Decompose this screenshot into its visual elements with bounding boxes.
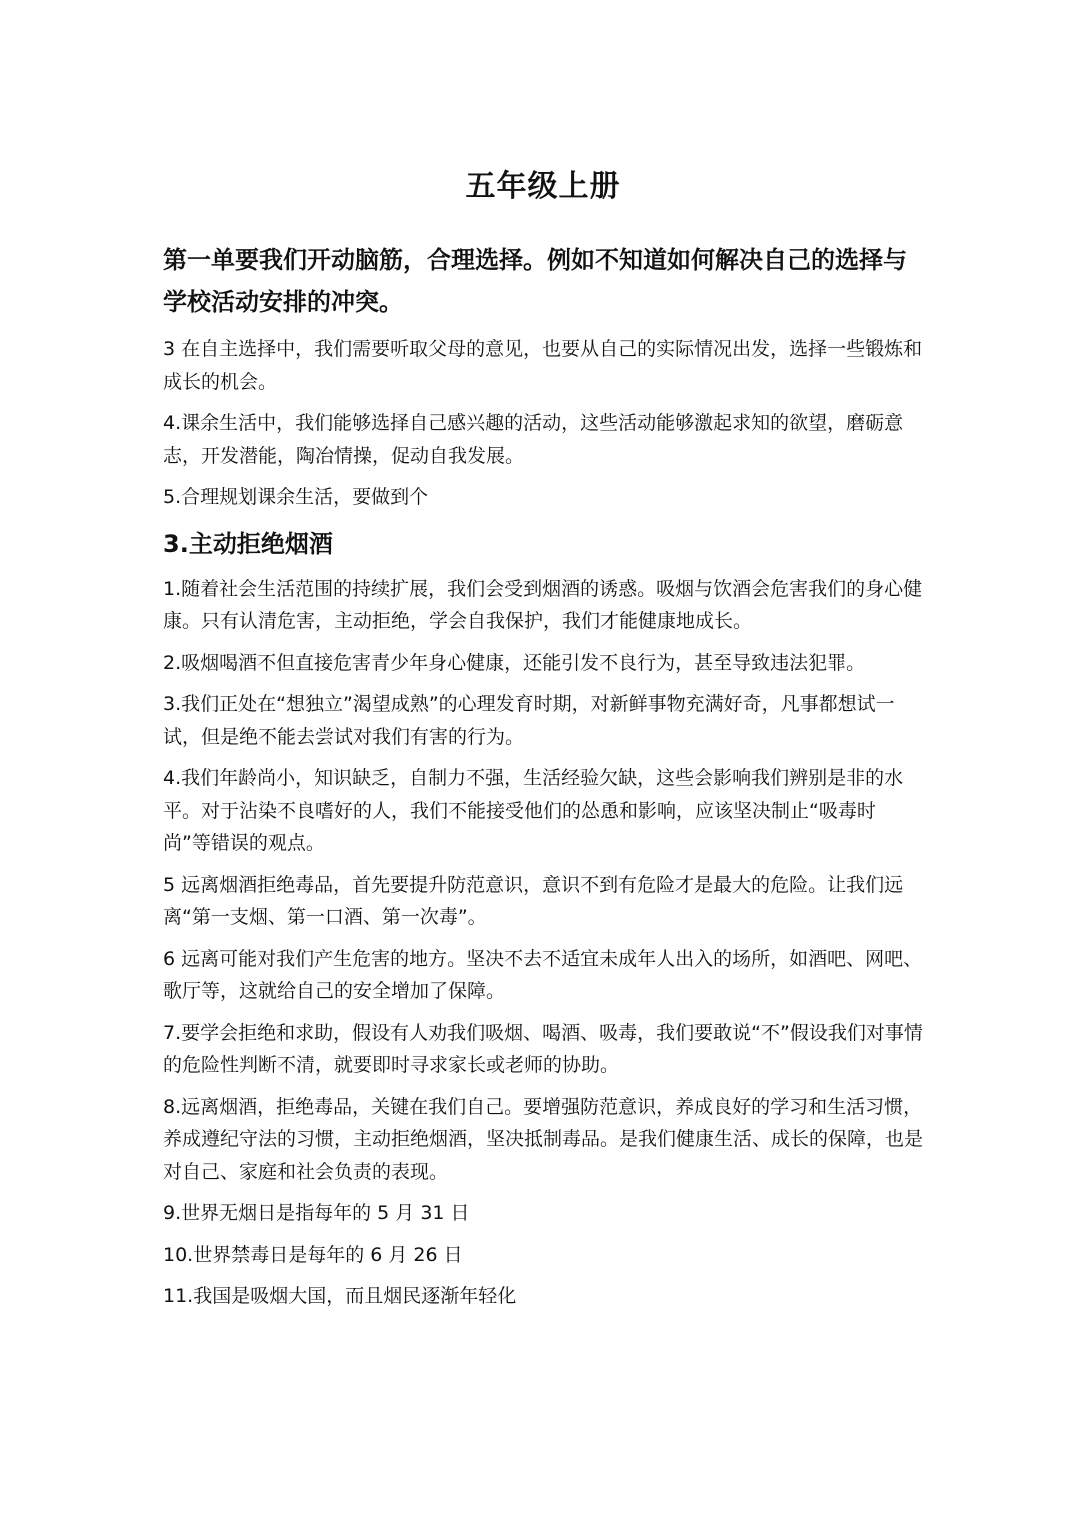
lesson-item: 8.远离烟酒，拒绝毒品，关键在我们自己。要增强防范意识，养成良好的学习和生活习惯，养成遵纪守法的习惯，主动拒绝烟酒，坚决抵制毒品。是我们健康生活、成长的保障，也是对自己、家庭和社会负责的表现。 bbox=[163, 1095, 924, 1183]
unit-item: 5.合理规划课余生活，要做到个 bbox=[163, 486, 429, 508]
lesson-item: 11.我国是吸烟大国，而且烟民逐渐年轻化 bbox=[163, 1285, 517, 1307]
unit-item: 3 在自主选择中，我们需要听取父母的意见，也要从自己的实际情况出发，选择一些锻炼和成长的机会。 bbox=[163, 338, 923, 393]
lesson-heading: 3.主动拒绝烟酒 bbox=[163, 529, 333, 558]
lesson-item: 1.随着社会生活范围的持续扩展，我们会受到烟酒的诱惑。吸烟与饮酒会危害我们的身心健康。只有认清危害，主动拒绝，学会自我保护，我们才能健康地成长。 bbox=[163, 577, 923, 632]
lesson-item: 5 远离烟酒拒绝毒品，首先要提升防范意识，意识不到有危险才是最大的危险。让我们远离“第一支烟、第一口酒、第一次毒”。 bbox=[163, 873, 904, 928]
lesson-item: 10.世界禁毒日是每年的 6 月 26 日 bbox=[163, 1243, 463, 1266]
lesson-item: 7.要学会拒绝和求助，假设有人劝我们吸烟、喝酒、吸毒，我们要敢说“不”假设我们对事情的危险性判断不清，就要即时寻求家长或老师的协助。 bbox=[163, 1021, 923, 1076]
lesson-item: 6 远离可能对我们产生危害的地方。坚决不去不适宜未成年人出入的场所，如酒吧、网吧、歌厅等，这就给自己的安全增加了保障。 bbox=[163, 947, 923, 1002]
document-title: 五年级上册 bbox=[465, 169, 621, 204]
document-page bbox=[163, 165, 923, 1322]
lesson-item: 2.吸烟喝酒不但直接危害青少年身心健康，还能引发不良行为，甚至导致违法犯罪。 bbox=[163, 651, 866, 674]
lesson-item: 4.我们年龄尚小，知识缺乏，自制力不强，生活经验欠缺，这些会影响我们辨别是非的水平。对于沾染不良嗜好的人，我们不能接受他们的怂恿和影响，应该坚决制止“吸毒时尚”等错误的观点。 bbox=[163, 767, 904, 854]
lesson-item: 3.我们正处在“想独立”渴望成熟”的心理发育时期，对新鲜事物充满好奇，凡事都想试一试，但是绝不能去尝试对我们有害的行为。 bbox=[163, 693, 895, 748]
unit-item: 4.课余生活中，我们能够选择自己感兴趣的活动，这些活动能够激起求知的欲望，磨砺意志，开发潜能，陶冶情操，促动自我发展。 bbox=[163, 412, 904, 467]
lesson-item: 9.世界无烟日是指每年的 5 月 31 日 bbox=[163, 1202, 470, 1224]
unit-heading: 第一单要我们开动脑筋，合理选择。例如不知道如何解决自己的选择与学校活动安排的冲突。 bbox=[163, 246, 907, 316]
